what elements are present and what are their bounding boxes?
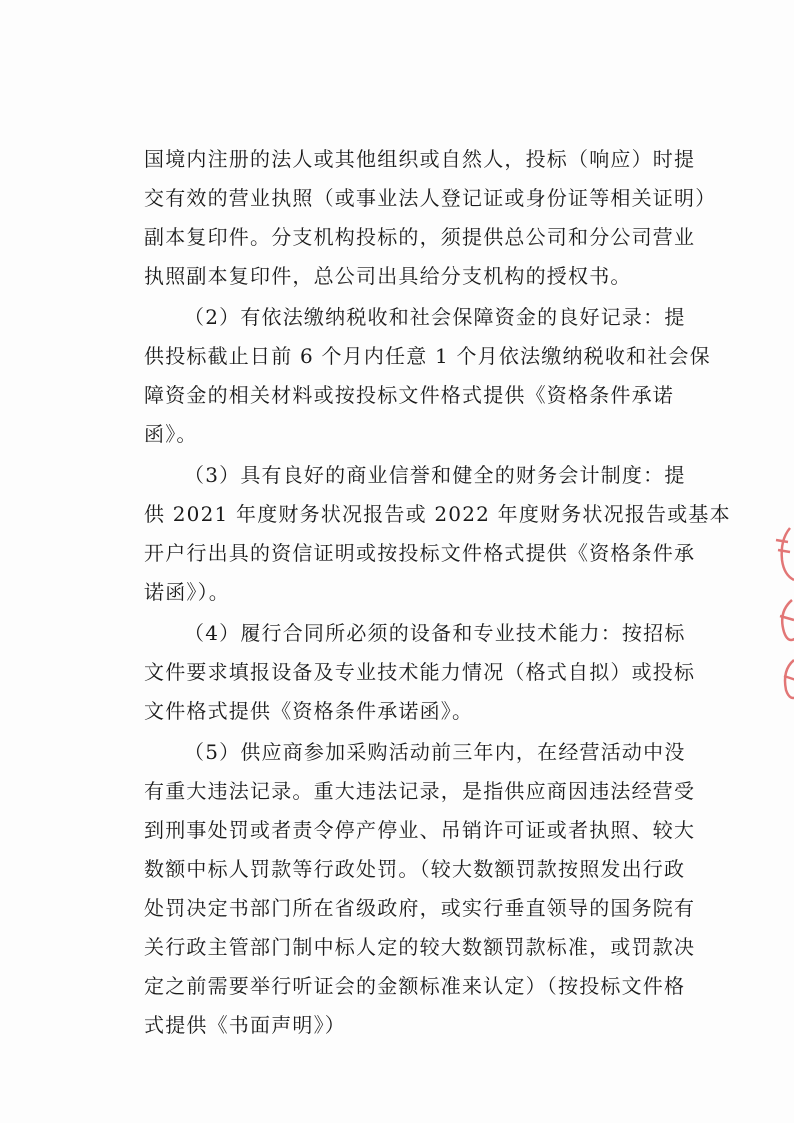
paragraph-start-5: （5）供应商参加采购活动前三年内，在经营活动中没	[184, 740, 686, 764]
text-line: 处罚决定书部门所在省级政府，或实行垂直领导的国务院有	[144, 896, 696, 920]
text-line: 供投标截止日前 6 个月内任意 1 个月依法缴纳税收和社会保	[144, 344, 711, 368]
text-line: 执照副本复印件，总公司出具给分支机构的授权书。	[144, 264, 632, 288]
paragraph-start-4: （4）履行合同所必须的设备和专业技术能力：按招标	[184, 621, 686, 645]
text-line: 文件要求填报设备及专业技术能力情况（格式自拟）或投标	[144, 660, 696, 684]
text-line: 障资金的相关材料或按投标文件格式提供《资格条件承诺	[144, 383, 674, 407]
text-line: 式提供《书面声明》）	[144, 1013, 346, 1037]
text-line: 国境内注册的法人或其他组织或自然人，投标（响应）时提	[144, 147, 696, 171]
text-line: 供 2021 年度财务状况报告或 2022 年度财务状况报告或基本	[144, 502, 731, 526]
text-line: 数额中标人罚款等行政处罚。（较大数额罚款按照发出行政	[144, 857, 686, 881]
text-line: 副本复印件。分支机构投标的，须提供总公司和分公司营业	[144, 225, 696, 249]
text-line: 诺函》）。	[144, 580, 230, 604]
text-line: 函》。	[144, 422, 198, 446]
text-line: 到刑事处罚或者责令停产停业、吊销许可证或者执照、较大	[144, 818, 696, 842]
paragraph-start-3: （3）具有良好的商业信誉和健全的财务会计制度：提	[184, 463, 686, 487]
paragraph-start-2: （2）有依法缴纳税收和社会保障资金的良好记录：提	[184, 305, 686, 329]
document-body	[144, 140, 731, 1045]
text-line: 开户行出具的资信证明或按投标文件格式提供《资格条件承	[144, 541, 696, 565]
text-line: 文件格式提供《资格条件承诺函》。	[144, 699, 474, 723]
text-line: 关行政主管部门制中标人定的较大数额罚款标准，或罚款决	[144, 935, 696, 959]
text-line: 定之前需要举行听证会的金额标准来认定）（按投标文件格	[144, 974, 686, 998]
text-line: 交有效的营业执照（或事业法人登记证或身份证等相关证明）	[144, 186, 717, 210]
text-line: 有重大违法记录。重大违法记录，是指供应商因违法经营受	[144, 779, 696, 803]
seal-fragment-icon	[760, 520, 794, 710]
